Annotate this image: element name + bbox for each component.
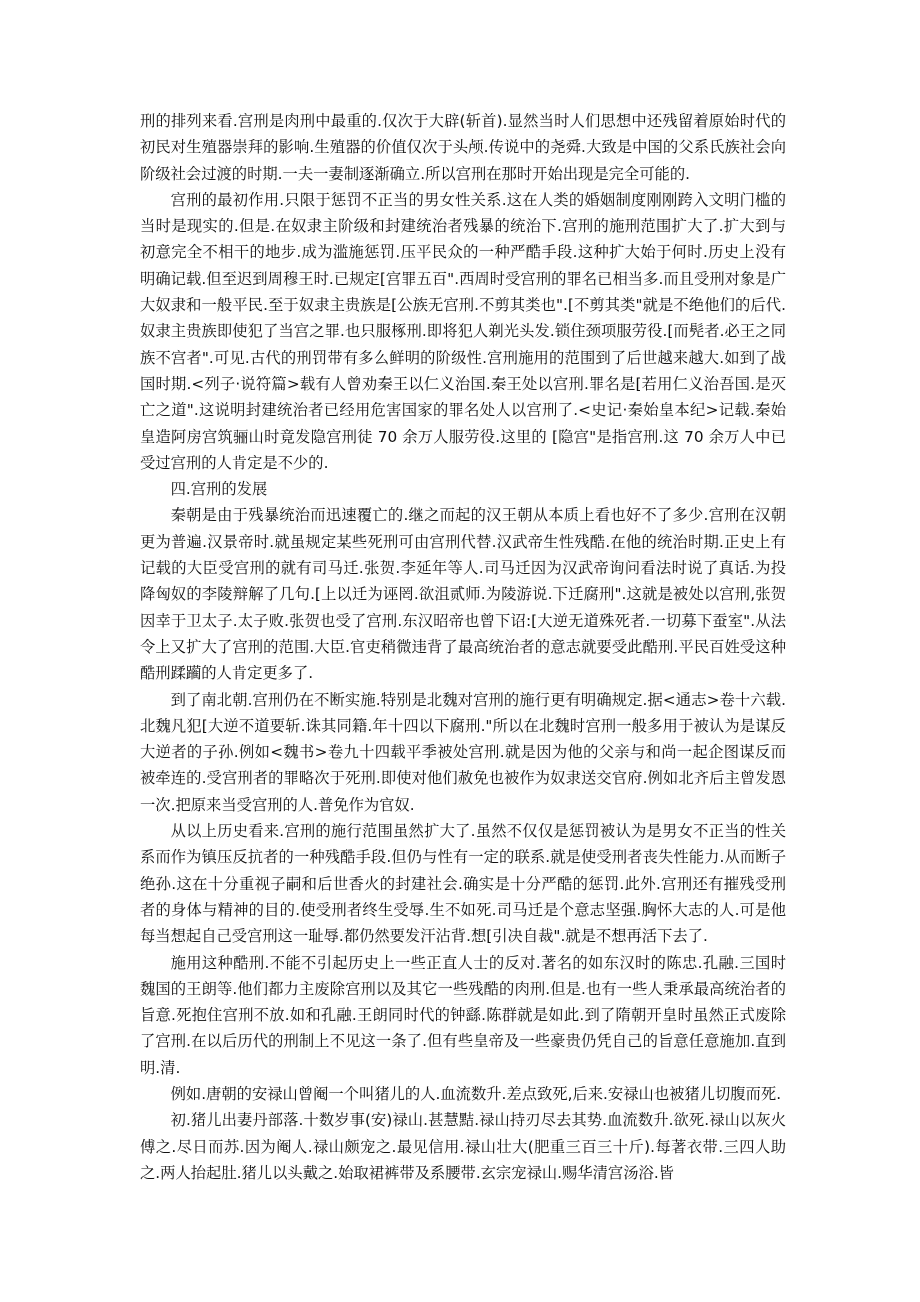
paragraph-8: 初.猪儿出妻丹部落.十数岁事(安)禄山.甚慧黠.禄山持刃尽去其势.血流数升.欲死.禄山以灰火傅之.尽日而苏.因为阉人.禄山颇宠之.最见信用.禄山壮大(肥重三百三十斤).每著衣带.三四人助之.两人抬起肚.猪儿以头戴之.始取裙裤带及系腰带.玄宗宠禄山.赐华清宫汤浴.皆 — [140, 1111, 786, 1182]
paragraph-2: 宫刑的最初作用.只限于惩罚不正当的男女性关系.这在人类的婚姻制度刚刚跨入文明门槛的当时是现实的.但是.在奴隶主阶级和封建统治者残暴的统治下.宫刑的施刑范围扩大了.扩大到与初意完全不相干的地步.成为滥施惩罚.压平民众的一种严酷手段.这种扩大始于何时.历史上没有明确记载.但至迟到周穆王时.已规定[宫罪五百".西周时受宫刑的罪名已相当多.而且受刑对象是广大奴隶和一般平民.至于奴隶主贵族是[公族无宫刑.不剪其类也".[不剪其类"就是不绝他们的后代.奴隶主贵族即使犯了当宫之罪.也只服椓刑.即将犯人剃光头发.锁住颈项服劳役.[而髡者.必王之同族不宫者".可见.古代的刑罚带有多么鲜明的阶级性.宫刑施用的范围到了后世越来越大.如到了战国时期.<列子·说符篇>载有人曾劝秦王以仁义治国.秦王处以宫刑.罪名是[若用仁义治吾国.是灭亡之道".这说明封建统治者已经用危害国家的罪名处人以宫刑了.<史记·秦始皇本纪>记载.秦始皇造阿房宫筑骊山时竟发隐宫刑徒 70 余万人服劳役.这里的 [隐宫"是指宫刑.这 70 余万人中已受过宫刑的人肯定是不少的. — [140, 190, 786, 472]
paragraph-6: 施用这种酷刑.不能不引起历史上一些正直人士的反对.著名的如东汉时的陈忠.孔融.三国时魏国的王朗等.他们都力主废除宫刑以及其它一些残酷的肉刑.但是.也有一些人秉承最高统治者的旨意.死抱住宫刑不放.如和孔融.王朗同时代的钟繇.陈群就是如此.到了隋朝开皇时虽然正式废除了宫刑.在以后历代的刑制上不见这一条了.但有些皇帝及一些豪贵仍凭自己的旨意任意施加.直到明.清. — [140, 953, 786, 1077]
paragraph-1: 刑的排列来看.宫刑是肉刑中最重的.仅次于大辟(斩首).显然当时人们思想中还残留着原始时代的初民对生殖器崇拜的影响.生殖器的价值仅次于头颅.传说中的尧舜.大致是中国的父系氏族社会向阶级社会过渡的时期.一夫一妻制逐渐确立.所以宫刑在那时开始出现是完全可能的. — [140, 112, 786, 183]
paragraph-4: 到了南北朝.宫刑仍在不断实施.特别是北魏对宫刑的施行更有明确规定.据<通志>卷十六载.北魏凡犯[大逆不道要斩.诛其同籍.年十四以下腐刑."所以在北魏时宫刑一般多用于被认为是谋反大逆者的子孙.例如<魏书>卷九十四载平季被处宫刑.就是因为他的父亲与和尚一起企图谋反而被牵连的.受宫刑者的罪略次于死刑.即使对他们赦免也被作为奴隶送交官府.例如北齐后主曾发恩一次.把原来当受宫刑的人.普免作为官奴. — [140, 690, 786, 814]
section-heading: 四.宫刑的发展 — [170, 480, 268, 499]
paragraph-5: 从以上历史看来.宫刑的施行范围虽然扩大了.虽然不仅仅是惩罚被认为是男女不正当的性关系而作为镇压反抗者的一种残酷手段.但仍与性有一定的联系.就是使受刑者丧失性能力.从而断子绝孙.这在十分重视子嗣和后世香火的封建社会.确实是十分严酷的惩罚.此外.宫刑还有摧残受刑者的身体与精神的目的.使受刑者终生受辱.生不如死.司马迁是个意志坚强.胸怀大志的人.可是他每当想起自己受宫刑这一耻辱.都仍然要发汗沾背.想[引决自裁".就是不想再活下去了. — [140, 822, 786, 946]
paragraph-7: 例如.唐朝的安禄山曾阉一个叫猪儿的人.血流数升.差点致死,后来.安禄山也被猪儿切腹而死. — [170, 1084, 782, 1103]
document-body — [140, 108, 786, 1186]
paragraph-3: 秦朝是由于残暴统治而迅速覆亡的.继之而起的汉王朝从本质上看也好不了多少.宫刑在汉朝更为普遍.汉景帝时.就虽规定某些死刑可由宫刑代替.汉武帝生性残酷.在他的统治时期.正史上有记载的大臣受宫刑的就有司马迁.张贺.李延年等人.司马迁因为汉武帝询问看法时说了真话.为投降匈奴的李陵辩解了几句.[上以迁为诬罔.欲沮贰师.为陵游说.下迁腐刑".这就是被处以宫刑,张贺因幸于卫太子.太子败.张贺也受了宫刑.东汉昭帝也曾下诏:[大逆无道殊死者.一切募下蚕室".从法令上又扩大了宫刑的范围.大臣.官吏稍微违背了最高统治者的意志就要受此酷刑.平民百姓受这种酷刑蹂躏的人肯定更多了. — [140, 506, 786, 683]
